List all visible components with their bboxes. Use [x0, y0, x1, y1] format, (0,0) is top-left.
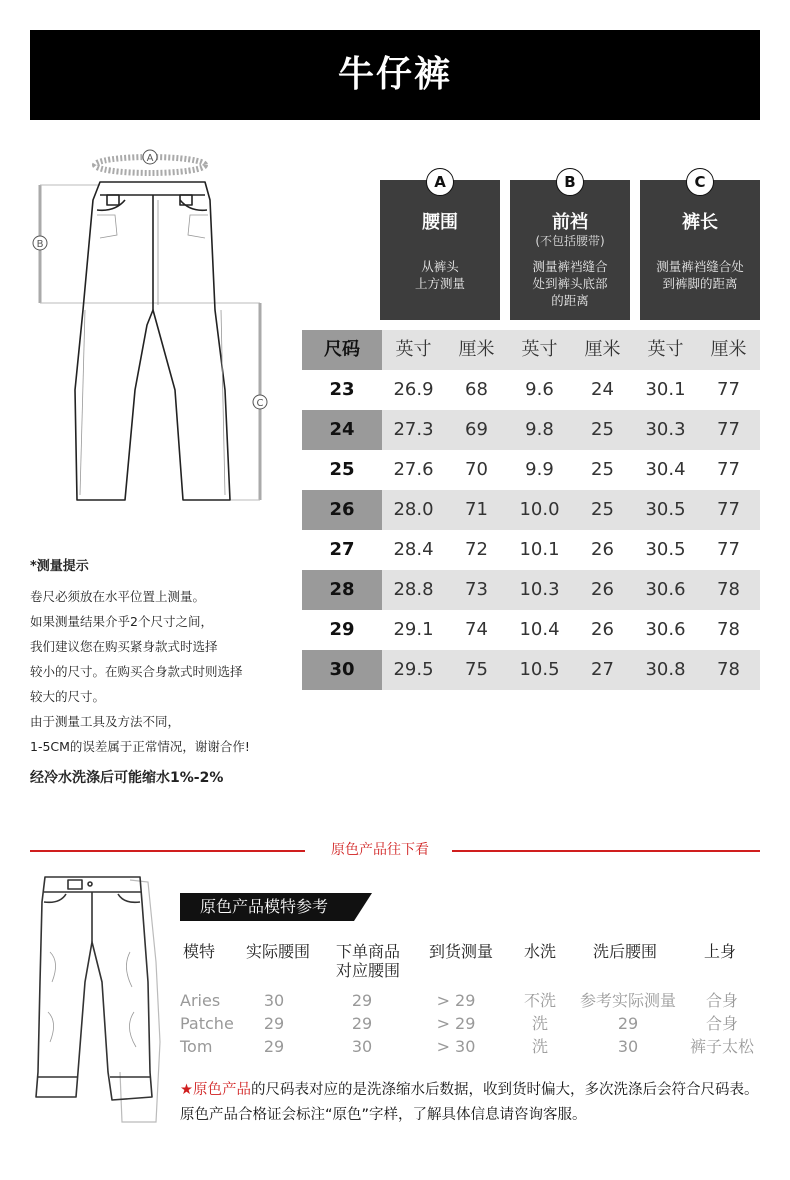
tip-line: 较大的尺寸。	[30, 689, 106, 704]
table-row	[302, 610, 760, 650]
model-cell: > 29	[436, 1014, 476, 1033]
measure-name: 腰围	[422, 212, 458, 233]
model-cell: 合身	[705, 991, 738, 1010]
table-cell: 28.8	[393, 579, 434, 600]
table-cell: 28.0	[393, 499, 434, 520]
table-row	[302, 450, 760, 490]
model-header-fit: 上身	[703, 942, 736, 961]
size-cell: 28	[302, 570, 382, 610]
model-cell: 裤子太松	[689, 1037, 754, 1056]
model-banner-title: 原色产品模特参考	[200, 897, 329, 916]
measurement-tips	[30, 555, 290, 787]
measure-box-front-rise	[510, 173, 630, 320]
header-cell: 尺码	[302, 330, 382, 370]
model-cell: 29	[263, 1037, 285, 1056]
table-cell: 77	[717, 419, 740, 440]
header-cell: 英寸	[521, 339, 558, 360]
table-cell: 77	[717, 499, 740, 520]
table-cell: 10.0	[519, 499, 560, 520]
model-cell: 洗	[531, 1037, 548, 1056]
title-bar	[30, 30, 760, 120]
table-cell: 10.5	[519, 659, 560, 680]
model-cell: 29	[351, 1014, 373, 1033]
table-cell: 72	[465, 539, 488, 560]
model-header-model: 模特	[182, 942, 215, 961]
footnote-text: 的尺码表对应的是洗涤缩水后数据，收到货时偏大，多次洗涤后会符合尺码表。原色产品合格证会标注“原色”字样，了解具体信息请咨询客服。	[180, 1082, 759, 1123]
model-header-ordered-line2: 对应腰围	[335, 961, 400, 980]
table-cell: 71	[465, 499, 488, 520]
tips-title: *测量提示	[30, 559, 89, 574]
tip-line: 卷尺必须放在水平位置上测量。	[30, 589, 206, 604]
table-cell: 77	[717, 379, 740, 400]
size-cell: 29	[329, 619, 355, 640]
tip-line: 如果测量结果介乎2个尺寸之间，	[30, 614, 213, 629]
table-cell: 26.9	[393, 379, 434, 400]
model-header-arrival: 到货测量	[428, 942, 493, 961]
table-cell: 25	[591, 499, 614, 520]
model-cell: > 29	[436, 991, 476, 1010]
table-cell: 30.5	[645, 539, 686, 560]
size-cell: 24	[302, 410, 382, 450]
label-a: A	[146, 153, 154, 164]
model-cell: 29	[617, 1014, 639, 1033]
table-cell: 30.8	[645, 659, 686, 680]
measure-letter: A	[426, 168, 454, 196]
table-cell: 26	[591, 619, 614, 640]
measure-desc-line: 上方测量	[414, 276, 465, 291]
table-cell: 9.8	[525, 419, 554, 440]
table-cell: 77	[717, 539, 740, 560]
table-cell: 27	[591, 659, 614, 680]
table-cell: 30.4	[645, 459, 686, 480]
measure-letter: C	[686, 168, 714, 196]
raw-denim-footnote	[180, 1078, 770, 1128]
model-cell: > 30	[436, 1037, 476, 1056]
model-cell: 不洗	[523, 991, 556, 1010]
tip-line: 较小的尺寸。在购买合身款式时则选择	[30, 664, 243, 679]
table-cell: 27.6	[393, 459, 434, 480]
table-cell: 10.3	[519, 579, 560, 600]
table-cell: 25	[591, 419, 614, 440]
table-cell: 29.1	[393, 619, 434, 640]
table-cell: 30.1	[645, 379, 686, 400]
table-cell: 27.3	[393, 419, 434, 440]
size-cell: 26	[302, 490, 382, 530]
measure-letter: B	[556, 168, 584, 196]
table-cell: 75	[465, 659, 488, 680]
table-cell: 78	[717, 659, 740, 680]
size-cell: 27	[329, 539, 355, 560]
table-cell: 9.9	[525, 459, 554, 480]
table-cell: 73	[465, 579, 488, 600]
measure-box-length	[640, 173, 760, 320]
measure-name: 裤长	[682, 212, 718, 233]
divider-line-right	[452, 850, 760, 852]
model-cell: Tom	[180, 1037, 213, 1056]
model-header-after-wash: 洗后腰围	[592, 942, 657, 961]
section-divider-label: 原色产品往下看	[331, 842, 429, 858]
model-jeans-illustration	[30, 872, 165, 1127]
page-title: 牛仔裤	[337, 54, 452, 95]
table-cell: 26	[591, 579, 614, 600]
divider-line-left	[30, 850, 305, 852]
table-cell: 78	[717, 619, 740, 640]
table-cell: 30.6	[645, 579, 686, 600]
header-cell: 英寸	[395, 339, 432, 360]
table-cell: 30.3	[645, 419, 686, 440]
table-cell: 26	[591, 539, 614, 560]
header-cell: 厘米	[458, 339, 495, 360]
tip-line: 由于测量工具及方法不同，	[30, 714, 181, 729]
table-cell: 69	[465, 419, 488, 440]
table-row	[302, 370, 760, 410]
table-row	[302, 490, 760, 530]
model-header-actual-waist: 实际腰围	[245, 942, 310, 961]
model-cell: Aries	[180, 991, 221, 1010]
measure-desc-line: 到裤脚的距离	[662, 276, 738, 291]
size-cell: 30	[302, 650, 382, 690]
measure-name: 前裆	[552, 212, 588, 233]
table-row	[302, 570, 760, 610]
jeans-measurement-diagram	[25, 140, 285, 510]
table-cell: 30.5	[645, 499, 686, 520]
label-b: B	[36, 239, 44, 250]
table-row	[302, 410, 760, 450]
model-cell: 29	[263, 1014, 285, 1033]
measure-desc-line: 测量裤裆缝合处	[656, 259, 744, 274]
model-header-ordered-line1: 下单商品	[335, 942, 400, 961]
model-cell: Patche	[180, 1014, 234, 1033]
table-cell: 9.6	[525, 379, 554, 400]
model-header-wash: 水洗	[523, 942, 556, 961]
table-cell: 74	[465, 619, 488, 640]
table-row	[302, 650, 760, 690]
label-c: C	[256, 398, 264, 409]
measure-desc-line: 从裤头	[421, 259, 459, 274]
model-cell: 洗	[531, 1014, 548, 1033]
measure-box-waist	[380, 173, 500, 320]
footnote-highlight: ★原色产品	[180, 1082, 251, 1098]
model-cell: 30	[263, 991, 285, 1010]
measure-desc-line: 测量裤裆缝合	[532, 259, 608, 274]
model-cell: 参考实际测量	[579, 991, 676, 1010]
model-cell: 30	[351, 1037, 373, 1056]
table-cell: 30.6	[645, 619, 686, 640]
table-cell: 24	[591, 379, 614, 400]
model-cell: 29	[351, 991, 373, 1010]
header-cell: 英寸	[647, 339, 684, 360]
table-cell: 10.1	[519, 539, 560, 560]
table-cell: 28.4	[393, 539, 434, 560]
measure-note: (不包括腰带)	[535, 234, 605, 248]
size-table-header	[302, 330, 760, 370]
model-cell: 30	[617, 1037, 639, 1056]
model-cell: 合身	[705, 1014, 738, 1033]
tip-line: 我们建议您在购买紧身款式时选择	[30, 639, 218, 654]
size-cell: 23	[329, 379, 355, 400]
measure-desc-line: 处到裤头底部	[532, 276, 608, 291]
table-cell: 29.5	[393, 659, 434, 680]
table-cell: 25	[591, 459, 614, 480]
tip-line: 1-5CM的误差属于正常情况，谢谢合作!	[30, 739, 250, 754]
measure-desc-line: 的距离	[551, 293, 589, 308]
table-cell: 78	[717, 579, 740, 600]
table-cell: 77	[717, 459, 740, 480]
table-cell: 70	[465, 459, 488, 480]
size-table	[302, 330, 760, 690]
size-cell: 25	[329, 459, 355, 480]
table-cell: 68	[465, 379, 488, 400]
table-cell: 10.4	[519, 619, 560, 640]
header-cell: 厘米	[584, 339, 621, 360]
wash-shrink-note: 经冷水洗涤后可能缩水1%-2%	[30, 770, 224, 786]
header-cell: 厘米	[710, 339, 747, 360]
table-row	[302, 530, 760, 570]
